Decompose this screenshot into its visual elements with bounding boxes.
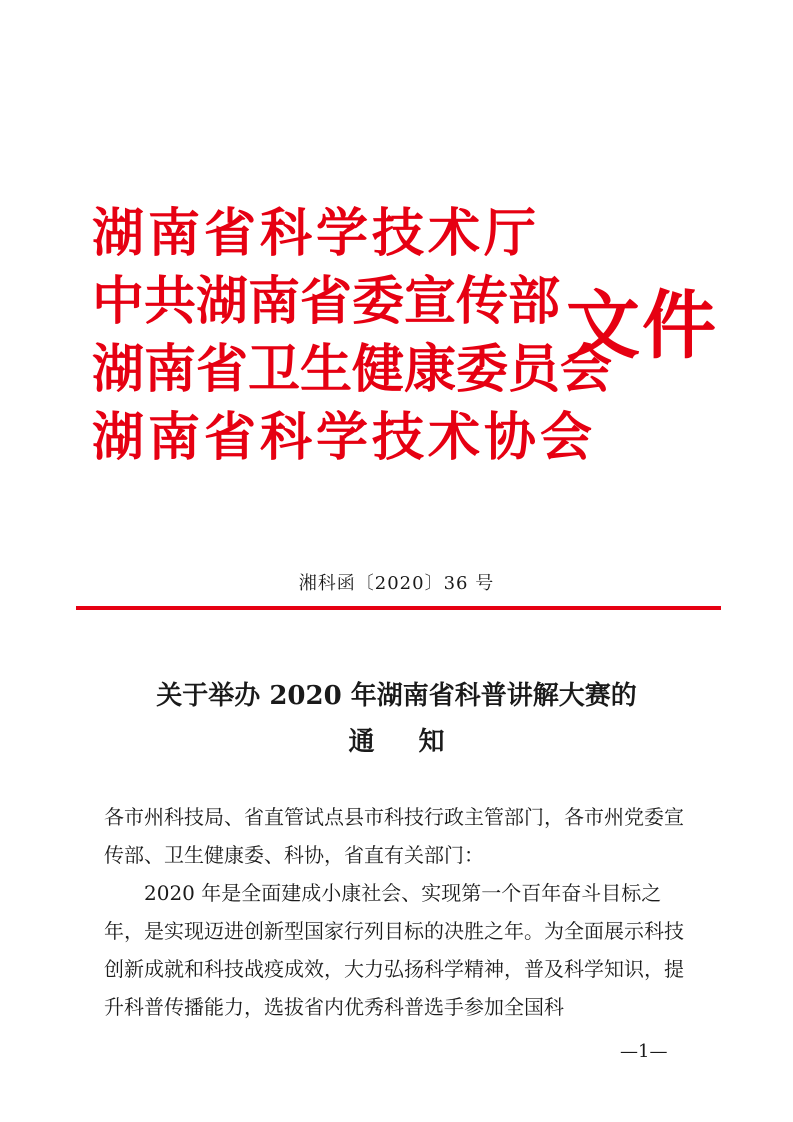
issuer-name: 湖南省科学技术厅 bbox=[92, 204, 541, 264]
document-type-label: 文件 bbox=[566, 283, 718, 369]
document-number: 湘科函〔2020〕36 号 bbox=[298, 573, 495, 594]
issuer-block bbox=[92, 200, 612, 472]
page-number: —1— bbox=[620, 1041, 668, 1062]
body-paragraph: 2020 年是全面建成小康社会、实现第一个百年奋斗目标之年，是实现迈进创新型国家行列目标的决胜之年。为全面展示科技创新成就和科技战疫成效，大力弘扬科学精神，普及科学知识，提升科普传播能力，选拔省内优秀科普选手参加全国科 bbox=[104, 881, 684, 1019]
notice-body bbox=[104, 798, 694, 1026]
addressees: 各市州科技局、省直管试点县市科技行政主管部门，各市州党委宣传部、卫生健康委、科协，省直有关部门： bbox=[104, 805, 684, 867]
notice-title-subline: 通知 bbox=[348, 727, 489, 757]
issuer-name: 湖南省科学技术协会 bbox=[92, 408, 597, 468]
red-divider bbox=[76, 606, 721, 610]
notice-title: 关于举办 2020 年湖南省科普讲解大赛的 bbox=[156, 681, 637, 711]
issuer-name: 湖南省卫生健康委员会 bbox=[92, 340, 613, 400]
issuer-name: 中共湖南省委宣传部 bbox=[92, 272, 561, 332]
